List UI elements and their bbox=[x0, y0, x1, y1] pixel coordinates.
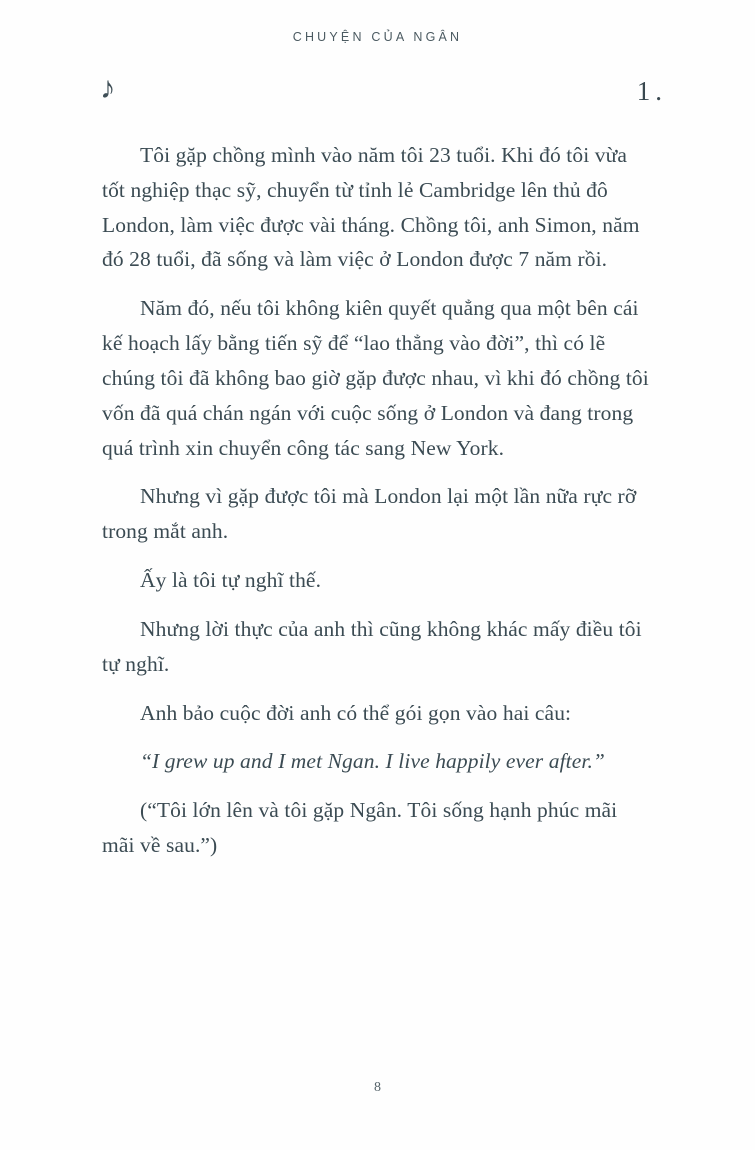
running-head: CHUYỆN CỦA NGÂN bbox=[292, 30, 463, 44]
paragraph: Ấy là tôi tự nghĩ thế. bbox=[140, 568, 322, 593]
paragraph: Tôi gặp chồng mình vào năm tôi 23 tuổi. Khi đó tôi vừa tốt nghiệp thạc sỹ, chuyển từ tỉnh lẻ Cambridge lên thủ đô London, làm việc được vài tháng. Chồng tôi, anh Simon, năm đó 28 tuổi, đã sống và làm việc ở London được 7 năm rồi. bbox=[102, 143, 640, 272]
paragraph: Anh bảo cuộc đời anh có thể gói gọn vào hai câu: bbox=[140, 700, 572, 725]
paragraph: Năm đó, nếu tôi không kiên quyết quẳng qua một bên cái kế hoạch lấy bằng tiến sỹ để “lao thẳng vào đời”, thì có lẽ chúng tôi đã không bao giờ gặp được nhau, vì khi đó chồng tôi vốn đã quá chán ngán với cuộc sống ở London và đang trong quá trình xin chuyển công tác sang New York. bbox=[102, 296, 649, 460]
paragraph-translation: (“Tôi lớn lên và tôi gặp Ngân. Tôi sống hạnh phúc mãi mãi về sau.”) bbox=[102, 798, 618, 858]
page-number: 8 bbox=[374, 1080, 381, 1095]
paragraph: Nhưng vì gặp được tôi mà London lại một lần nữa rực rỡ trong mắt anh. bbox=[102, 484, 637, 544]
chapter-number: 1. bbox=[636, 76, 667, 106]
paragraph-quote: “I grew up and I met Ngan. I live happily ever after.” bbox=[140, 749, 605, 774]
paragraph: Nhưng lời thực của anh thì cũng không khác mấy điều tôi tự nghĩ. bbox=[102, 616, 642, 676]
body-text bbox=[102, 138, 654, 877]
music-note-icon: ♪ bbox=[100, 70, 116, 105]
chapter-header bbox=[100, 72, 667, 120]
